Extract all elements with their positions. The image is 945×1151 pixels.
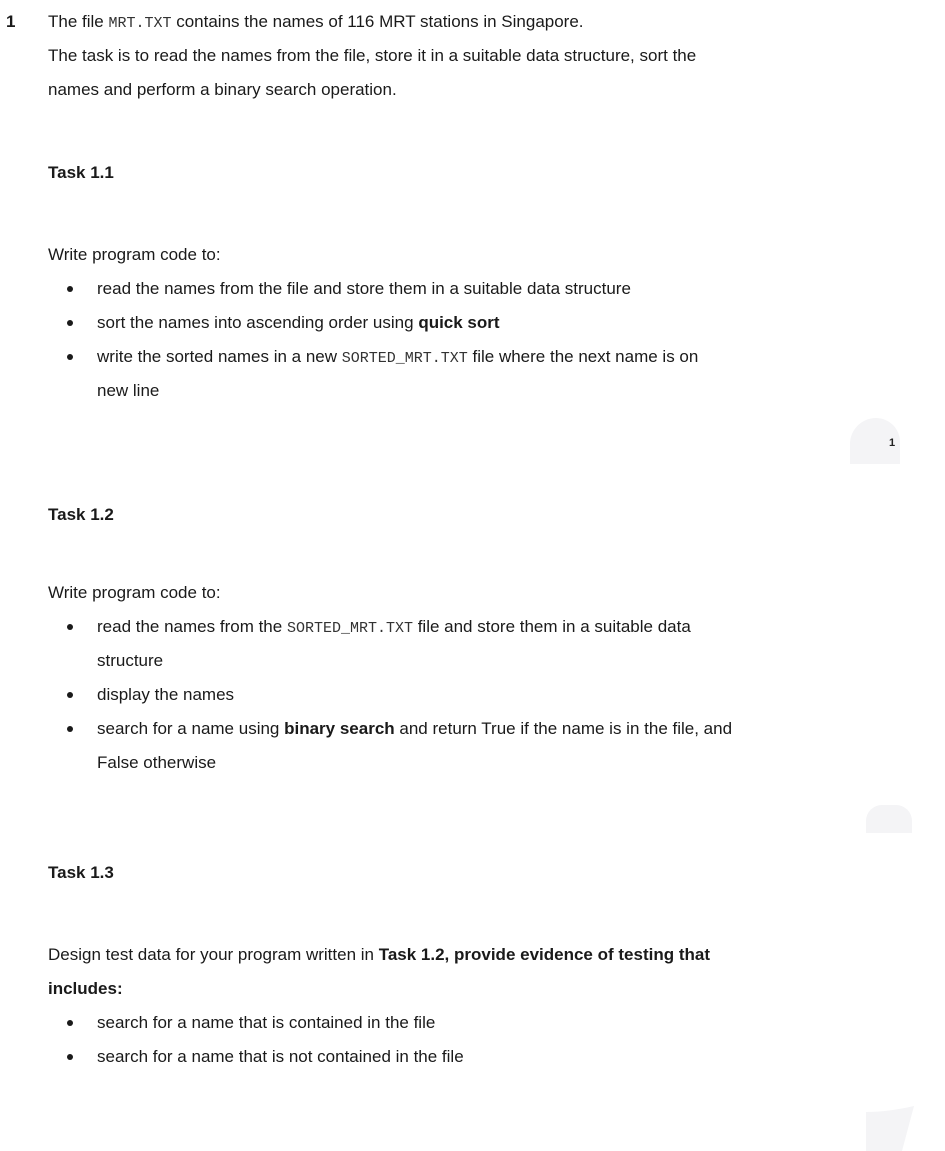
task-1-1-bullet-3-cont: new line (97, 381, 160, 400)
intro-text: The file (48, 12, 109, 31)
task-1-2-bullet-1 (97, 616, 691, 640)
margin-mark-box (866, 805, 912, 833)
bullet-text: write the sorted names in a new (97, 347, 342, 366)
bullet-icon (67, 1054, 73, 1060)
bullet-text: and return True if the name is in the file, and (394, 719, 733, 738)
quick-sort-term: quick sort (418, 313, 500, 332)
bullet-text: sort the names into ascending order using (97, 313, 419, 332)
task-1-2-bullet-3 (97, 718, 732, 740)
bullet-icon (67, 286, 73, 292)
bullet-text: file where the next name is on (467, 347, 699, 366)
file-name-code: MRT.TXT (108, 15, 172, 32)
bullet-icon (67, 1020, 73, 1026)
margin-mark: 1 (889, 437, 896, 449)
task-1-3-line-1 (48, 944, 710, 966)
task-1-3-heading: Task 1.3 (48, 863, 114, 882)
bullet-text: file and store them in a suitable data (412, 617, 691, 636)
bullet-icon (67, 692, 73, 698)
task-1-1-bullet-1: read the names from the file and store them in a suitable data structure (97, 279, 631, 298)
bullet-icon (67, 726, 73, 732)
question-number: 1 (6, 12, 16, 31)
intro-line-3: names and perform a binary search operation. (48, 80, 397, 99)
task-1-2-bullet-1-cont: structure (97, 651, 164, 670)
task-1-2-bullet-2: display the names (97, 685, 235, 704)
task-1-2-lead: Write program code to: (48, 583, 221, 602)
task-1-3-line-2: includes: (48, 979, 123, 998)
bullet-icon (67, 624, 73, 630)
sorted-file-code: SORTED_MRT.TXT (286, 620, 413, 637)
task-text: Design test data for your program written in (48, 945, 379, 964)
bullet-icon (67, 354, 73, 360)
task-1-2-heading: Task 1.2 (48, 505, 114, 524)
intro-line-1 (48, 11, 584, 35)
task-1-3-bullet-1: search for a name that is contained in the file (97, 1013, 436, 1032)
intro-text: contains the names of 116 MRT stations in Singapore. (171, 12, 584, 31)
sorted-file-code: SORTED_MRT.TXT (341, 350, 468, 367)
task-1-1-bullet-3 (97, 346, 698, 370)
task-1-1-bullet-2 (97, 312, 500, 334)
task-1-1-heading: Task 1.1 (48, 163, 114, 182)
binary-search-term: binary search (284, 719, 395, 738)
intro-line-2: The task is to read the names from the file, store it in a suitable data structure, sort the (48, 46, 697, 65)
bullet-text: read the names from the (97, 617, 287, 636)
bullet-icon (67, 320, 73, 326)
task-1-2-bullet-3-cont: False otherwise (97, 753, 217, 772)
task-1-1-lead: Write program code to: (48, 245, 221, 264)
bullet-text: search for a name using (97, 719, 285, 738)
task-1-3-bullet-2: search for a name that is not contained in the file (97, 1047, 464, 1066)
task-reference: Task 1.2, provide evidence of testing that (378, 945, 710, 964)
margin-mark-box (862, 1106, 916, 1151)
